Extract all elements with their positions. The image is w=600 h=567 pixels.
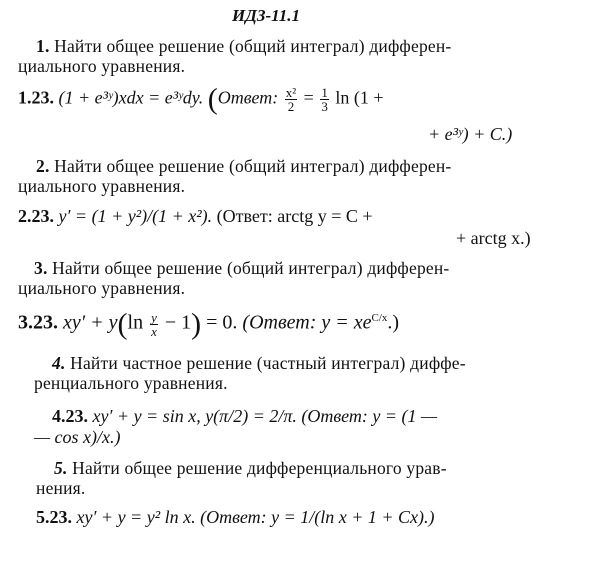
- task-5-equation-line: [36, 507, 435, 528]
- task-3-answer-end: .): [387, 311, 400, 334]
- task-4-statement-line2: ренциального уравнения.: [34, 373, 228, 393]
- task-1-answer-fraction-1: [285, 86, 297, 113]
- task-1-statement-line1: [36, 36, 451, 57]
- task-4-statement-line1: [52, 353, 466, 374]
- task-1-text: Найти общее решение (общий интеграл) дифферен-: [54, 36, 452, 56]
- task-2-text: Найти общее решение (общий интеграл) дифферен-: [54, 156, 452, 176]
- task-5-answer: (Ответ: y = 1/(ln x + 1 + Cx).): [200, 507, 435, 527]
- task-1-answer-word: Ответ:: [217, 87, 279, 108]
- task-1-answer-line2: [428, 124, 512, 145]
- task-1-equation: (1 + e³ʸ)xdx = e³ʸdy.: [58, 87, 204, 108]
- fraction-denominator: 3: [321, 99, 328, 114]
- fraction-numerator: x²: [285, 85, 297, 100]
- task-3-number: 3.: [34, 258, 48, 278]
- equals-sign: =: [303, 87, 314, 108]
- task-2-answer-line2: [456, 228, 531, 249]
- task-2-answer-part1: (Ответ: arctg y = C +: [216, 206, 373, 226]
- task-1-equation-line: 1.23. (1 + e³ʸ)xdx = e³ʸdy. (Ответ: $\frac{\text{x²}}{2}$ = $\frac{1}{3}$ ln (1 +: [18, 82, 384, 116]
- task-1-answer-fraction-2: [320, 86, 329, 113]
- task-1-statement-line2: циального уравнения.: [18, 56, 186, 76]
- task-5-statement-line2: нения.: [36, 478, 86, 498]
- task-1-answer-rest1: ln (1 +: [335, 87, 384, 108]
- fraction-denominator: 2: [287, 99, 295, 114]
- fraction-numerator: 1: [321, 85, 328, 100]
- task-3-text: Найти общее решение (общий интеграл) дифферен-: [52, 258, 450, 278]
- task-3-eq-fraction: [150, 311, 158, 338]
- task-3-equation-line: 3.23. xy′ + y(ln $\frac{y}{x}$ − 1) = 0. (Ответ: $y = xe^{C/x}$.): [18, 307, 400, 341]
- task-3-eq-part3: = 0.: [206, 311, 238, 334]
- task-4-answer-line2: [34, 427, 120, 448]
- task-1-number: 1.: [36, 36, 50, 56]
- task-2-statement-line2: циального уравнения.: [18, 176, 186, 196]
- task-3-label: 3.23.: [18, 311, 58, 334]
- task-5-number: 5.: [54, 458, 68, 478]
- task-2-statement-line1: [36, 156, 451, 177]
- task-3-eq-ln: ln: [127, 311, 144, 334]
- task-1-answer-rest2: + e³ʸ) + C.): [428, 124, 513, 144]
- task-3-answer-exponent: C/x: [371, 312, 388, 324]
- task-5-label: 5.23.: [36, 507, 72, 527]
- task-4-text: Найти частное решение (частный интеграл) диффе-: [70, 353, 466, 373]
- task-3-statement-line2: циального уравнения.: [18, 278, 186, 298]
- task-4-answer-part2: — cos x)/x.): [34, 427, 121, 447]
- task-2-number: 2.: [36, 156, 50, 176]
- task-2-equation-line: [18, 206, 373, 227]
- task-4-equation: xy′ + y = sin x, y(π/2) = 2/π.: [92, 406, 297, 426]
- task-1-label: 1.23.: [18, 87, 54, 108]
- task-4-answer-part1: (Ответ: y = (1 —: [301, 406, 438, 426]
- task-5-statement-line1: [54, 458, 447, 479]
- task-3-eq-part2: − 1: [164, 311, 192, 334]
- task-5-text: Найти общее решение дифференциального урав-: [72, 458, 447, 478]
- page-title: ИДЗ-11.1: [232, 6, 300, 25]
- task-4-label: 4.23.: [52, 406, 88, 426]
- fraction-numerator: y: [151, 309, 157, 325]
- task-4-number: 4.: [52, 353, 66, 373]
- task-3-statement-line1: [34, 258, 449, 279]
- task-5-equation: xy′ + y = y² ln x.: [76, 507, 196, 527]
- task-2-label: 2.23.: [18, 206, 54, 226]
- task-3-eq-part1: xy′ + y: [63, 311, 118, 334]
- task-2-answer-part2: + arctg x.): [456, 228, 531, 248]
- task-2-equation: y′ = (1 + y²)/(1 + x²).: [58, 206, 213, 226]
- task-4-equation-line: [52, 406, 437, 427]
- fraction-denominator: x: [151, 323, 157, 339]
- task-3-answer: (Ответ: y = xe: [242, 311, 372, 334]
